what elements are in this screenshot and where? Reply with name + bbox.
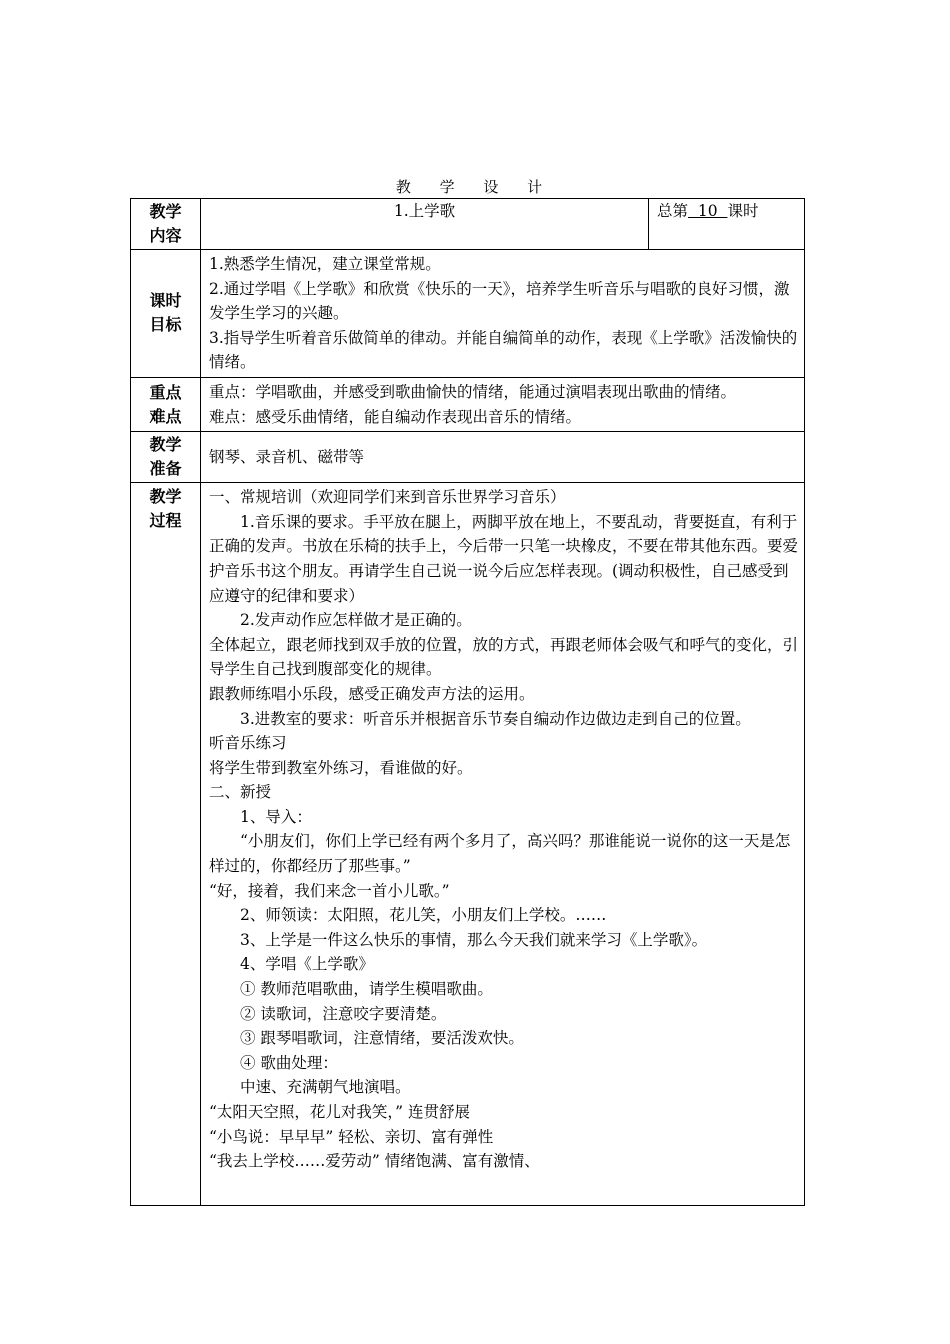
process-row bbox=[131, 483, 805, 1206]
objective-item: 3.指导学生听着音乐做简单的律动。并能自编简单的动作，表现《上学歌》活泼愉快的情绪。 bbox=[209, 328, 798, 372]
process-line: 2、师领读：太阳照，花儿笑，小朋友们上学校。…… bbox=[240, 906, 607, 925]
preparation-row bbox=[131, 432, 805, 483]
total-suffix: 课时 bbox=[727, 202, 759, 220]
difficulty-text: 难点：感受乐曲情绪，能自编动作表现出音乐的情绪。 bbox=[209, 407, 582, 426]
content-label bbox=[131, 199, 201, 250]
process-line: 1.音乐课的要求。手平放在腿上，两脚平放在地上，不要乱动，背要挺直，有利于正确的发声。书放在乐椅的扶手上，今后带一只笔一块橡皮，不要在带其他东西。要爱护音乐书这个朋友。再请学生自己说一说今后应怎样表现。(调动积极性，自己感受到应遵守的纪律和要求） bbox=[209, 512, 799, 605]
focus-text: 重点：学唱歌曲，并感受到歌曲愉快的情绪，能通过演唱表现出歌曲的情绪。 bbox=[209, 382, 737, 401]
process-line: ① 教师范唱歌曲，请学生模唱歌曲。 bbox=[240, 980, 493, 999]
process-line: “小朋友们，你们上学已经有两个多月了，高兴吗？那谁能说一说你的这一天是怎样过的，你都经历了那些事。” bbox=[209, 832, 791, 876]
process-line: “太阳天空照，花儿对我笑，” 连贯舒展 bbox=[209, 1103, 471, 1121]
page-title: 教 学 设 计 bbox=[395, 178, 555, 196]
objectives-row bbox=[131, 250, 805, 378]
process-label-text: 教学过程 bbox=[149, 487, 182, 531]
key-points-label-text: 重点难点 bbox=[149, 382, 182, 426]
objectives-content bbox=[201, 250, 805, 378]
process-line: 3、上学是一件这么快乐的事情，那么今天我们就来学习《上学歌》。 bbox=[240, 930, 708, 949]
process-content bbox=[201, 483, 805, 1206]
preparation-label-text: 教学准备 bbox=[149, 435, 182, 479]
content-row bbox=[131, 199, 805, 250]
process-line: 跟教师练唱小乐段，感受正确发声方法的运用。 bbox=[209, 684, 535, 703]
lesson-title: 1.上学歌 bbox=[201, 199, 649, 250]
key-points-content bbox=[201, 377, 805, 431]
process-line: 3.进教室的要求：听音乐并根据音乐节奏自编动作边做边走到自己的位置。 bbox=[240, 709, 751, 728]
process-line: 1、导入： bbox=[240, 807, 312, 826]
total-number: 10 bbox=[688, 202, 728, 220]
preparation-text: 钢琴、录音机、磁带等 bbox=[209, 447, 365, 466]
process-label bbox=[131, 483, 201, 1206]
process-line: ④ 歌曲处理： bbox=[240, 1053, 338, 1072]
process-line: 二、新授 bbox=[209, 783, 272, 802]
process-line: “好，接着，我们来念一首小儿歌。” bbox=[209, 881, 450, 900]
process-line: 全体起立，跟老师找到双手放的位置，放的方式，再跟老师体会吸气和呼气的变化，引导学生自己找到腹部变化的规律。 bbox=[209, 635, 799, 679]
preparation-content bbox=[201, 432, 805, 483]
total-prefix: 总第 bbox=[657, 202, 689, 220]
process-line: 听音乐练习 bbox=[209, 734, 287, 753]
process-line: 2.发声动作应怎样做才是正确的。 bbox=[240, 611, 472, 630]
objectives-label bbox=[131, 250, 201, 378]
process-line: “我去上学校……爱劳动” 情绪饱满、富有激情、 bbox=[209, 1152, 540, 1171]
total-lessons bbox=[649, 199, 805, 250]
content-label-text: 教学内容 bbox=[149, 202, 182, 245]
process-line: 4、学唱《上学歌》 bbox=[240, 955, 374, 974]
objectives-label-text: 课时目标 bbox=[149, 291, 182, 335]
process-line: 将学生带到教室外练习，看谁做的好。 bbox=[209, 758, 473, 777]
process-line: 一、常规培训（欢迎同学们来到音乐世界学习音乐） bbox=[209, 488, 566, 507]
process-line: ③ 跟琴唱歌词，注意情绪，要活泼欢快。 bbox=[240, 1029, 524, 1048]
objective-item: 1.熟悉学生情况，建立课堂常规。 bbox=[209, 255, 441, 273]
process-line: “小鸟说：早早早” 轻松、亲切、富有弹性 bbox=[209, 1127, 494, 1146]
process-line: 中速、充满朝气地演唱。 bbox=[240, 1078, 411, 1097]
lesson-plan-table bbox=[130, 198, 805, 1206]
key-points-label bbox=[131, 377, 201, 431]
preparation-label bbox=[131, 432, 201, 483]
process-line: ② 读歌词，注意咬字要清楚。 bbox=[240, 1004, 447, 1023]
objective-item: 2.通过学唱《上学歌》和欣赏《快乐的一天》，培养学生听音乐与唱歌的良好习惯，激发学生学习的兴趣。 bbox=[209, 279, 790, 323]
key-points-row bbox=[131, 377, 805, 431]
